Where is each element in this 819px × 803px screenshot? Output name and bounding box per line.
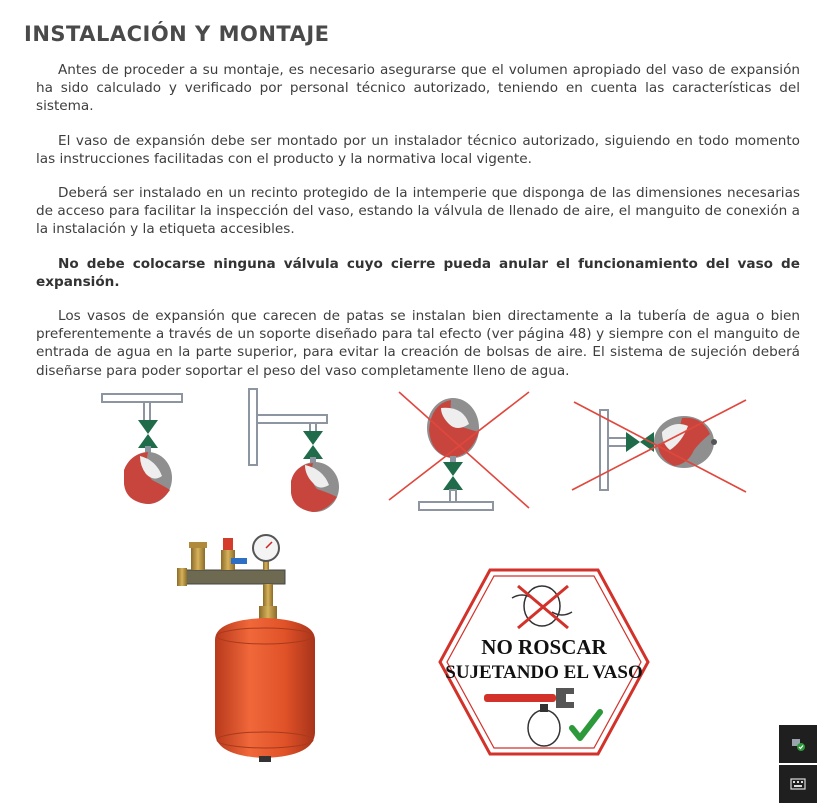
warning-sign-no-roscar: [438, 568, 650, 756]
paragraph-3: Deberá ser instalado en un recinto protegido de la intemperie que disponga de las dimensiones necesarias de acceso para facilitar la inspección del vaso, estando la válvula de llenado de aire, el manguito de conexión a la instalación y la etiqueta accesibles.: [36, 185, 800, 238]
diagram-correct-horizontal-pipe: [100, 390, 190, 512]
paragraph-warning: No debe colocarse ninguna válvula cuyo cierre pueda anular el funcionamiento del vaso de expansión.: [36, 255, 800, 290]
keyboard-button[interactable]: [779, 765, 817, 803]
page-title: INSTALACIÓN Y MONTAJE: [24, 22, 330, 46]
keyboard-icon: [790, 777, 806, 791]
diagram-incorrect-upside-down: [385, 390, 535, 518]
security-shield-button[interactable]: [779, 725, 817, 763]
security-shield-icon: [790, 736, 806, 752]
diagram-incorrect-horizontal: [570, 398, 750, 494]
paragraph-5: Los vasos de expansión que carecen de patas se instalan bien directamente a la tubería de agua o bien preferentemente a través de un soporte diseñado para tal efecto (ver página 48) y siempre con el manguito de entrada de agua en la parte superior, para evitar la creación de bolsas de aire. El sistema de sujeción deberá diseñarse para poder soportar el peso del vaso completamente lleno de agua.: [36, 308, 800, 379]
document-body: [36, 61, 800, 396]
paragraph-2: El vaso de expansión debe ser montado por un instalador técnico autorizado, siguiendo en todo momento las instrucciones facilitadas con el producto y la normativa local vigente.: [36, 132, 800, 167]
sign-line-2: SUJETANDO EL VASO: [445, 662, 643, 683]
sign-line-1: NO ROSCAR: [481, 635, 607, 659]
diagram-correct-wall-bracket: [243, 385, 343, 515]
paragraph-1: Antes de proceder a su montaje, es necesario asegurarse que el volumen apropiado del vaso de expansión ha sido calculado y verificado por personal técnico autorizado, teniendo en cuenta las características del sistema.: [36, 62, 800, 115]
expansion-tank-product-image: [175, 532, 325, 772]
